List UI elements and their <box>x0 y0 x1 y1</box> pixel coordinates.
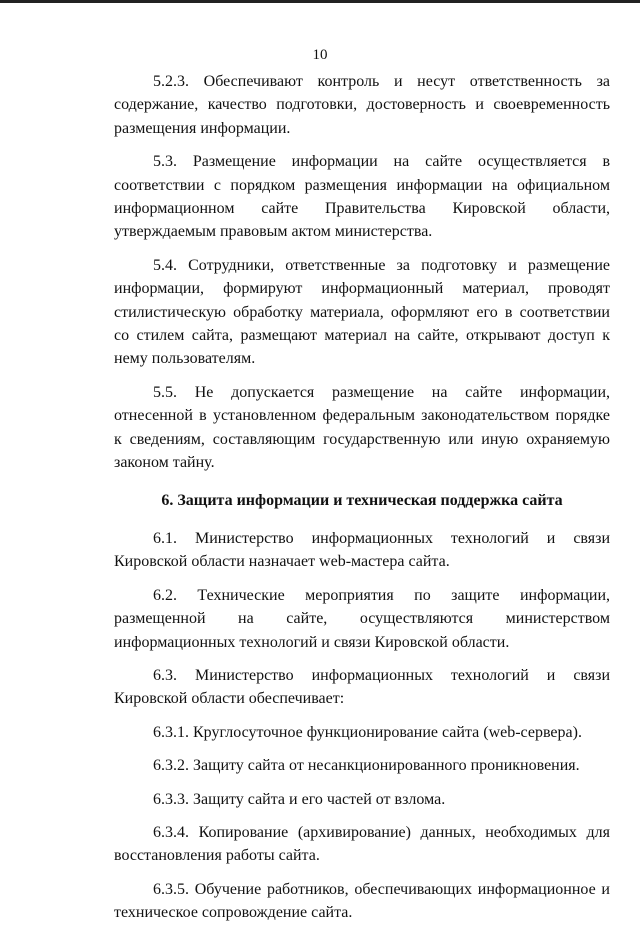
page-number: 10 <box>312 47 328 63</box>
paragraph-5-3: 5.3. Размещение информации на сайте осуществляется в соответствии с порядком размещения информации на официальном информационном сайте Правительства Кировской области, утверждаемым правовым актом министерства. <box>114 153 610 241</box>
paragraph-5-2-3: 5.2.3. Обеспечивают контроль и несут ответственность за содержание, качество подготовки, достоверность и своевременность размещения информации. <box>114 73 610 137</box>
paragraph-6-3-4: 6.3.4. Копирование (архивирование) данных, необходимых для восстановления работы сайта. <box>114 823 610 865</box>
section-heading: 6. Защита информации и техническая поддержка сайта <box>161 491 563 509</box>
paragraph-5-4: 5.4. Сотрудники, ответственные за подготовку и размещение информации, формируют информационный материал, проводят стилистическую обработку материала, оформляют его в соответствии со стилем сайта, размещают материал на сайте, открывают доступ к нему пользователям. <box>114 256 610 368</box>
paragraph-6-3-1: 6.3.1. Круглосуточное функционирование сайта (web-сервера). <box>153 723 582 741</box>
top-border-line <box>0 0 640 3</box>
paragraph-6-3: 6.3. Министерство информационных технологий и связи Кировской области обеспечивает: <box>114 666 610 708</box>
paragraph-6-3-5: 6.3.5. Обучение работников, обеспечивающих информационное и техническое сопровождение сайта. <box>114 880 610 922</box>
paragraph-6-3-2: 6.3.2. Защиту сайта от несанкционированного проникновения. <box>153 757 580 775</box>
paragraph-6-1: 6.1. Министерство информационных технологий и связи Кировской области назначает web-мастера сайта. <box>114 529 610 571</box>
paragraph-5-5: 5.5. Не допускается размещение на сайте информации, отнесенной в установленном федеральным законодательством порядке к сведениям, составляющим государственную или иную охраняемую законом тайну. <box>114 383 610 472</box>
paragraph-6-3-3: 6.3.3. Защиту сайта и его частей от взлома. <box>153 790 446 808</box>
paragraph-6-2: 6.2. Технические мероприятия по защите информации, размещенной на сайте, осуществляются министерством информационных технологий и связи Кировской области. <box>114 586 610 651</box>
document-body <box>114 70 610 935</box>
